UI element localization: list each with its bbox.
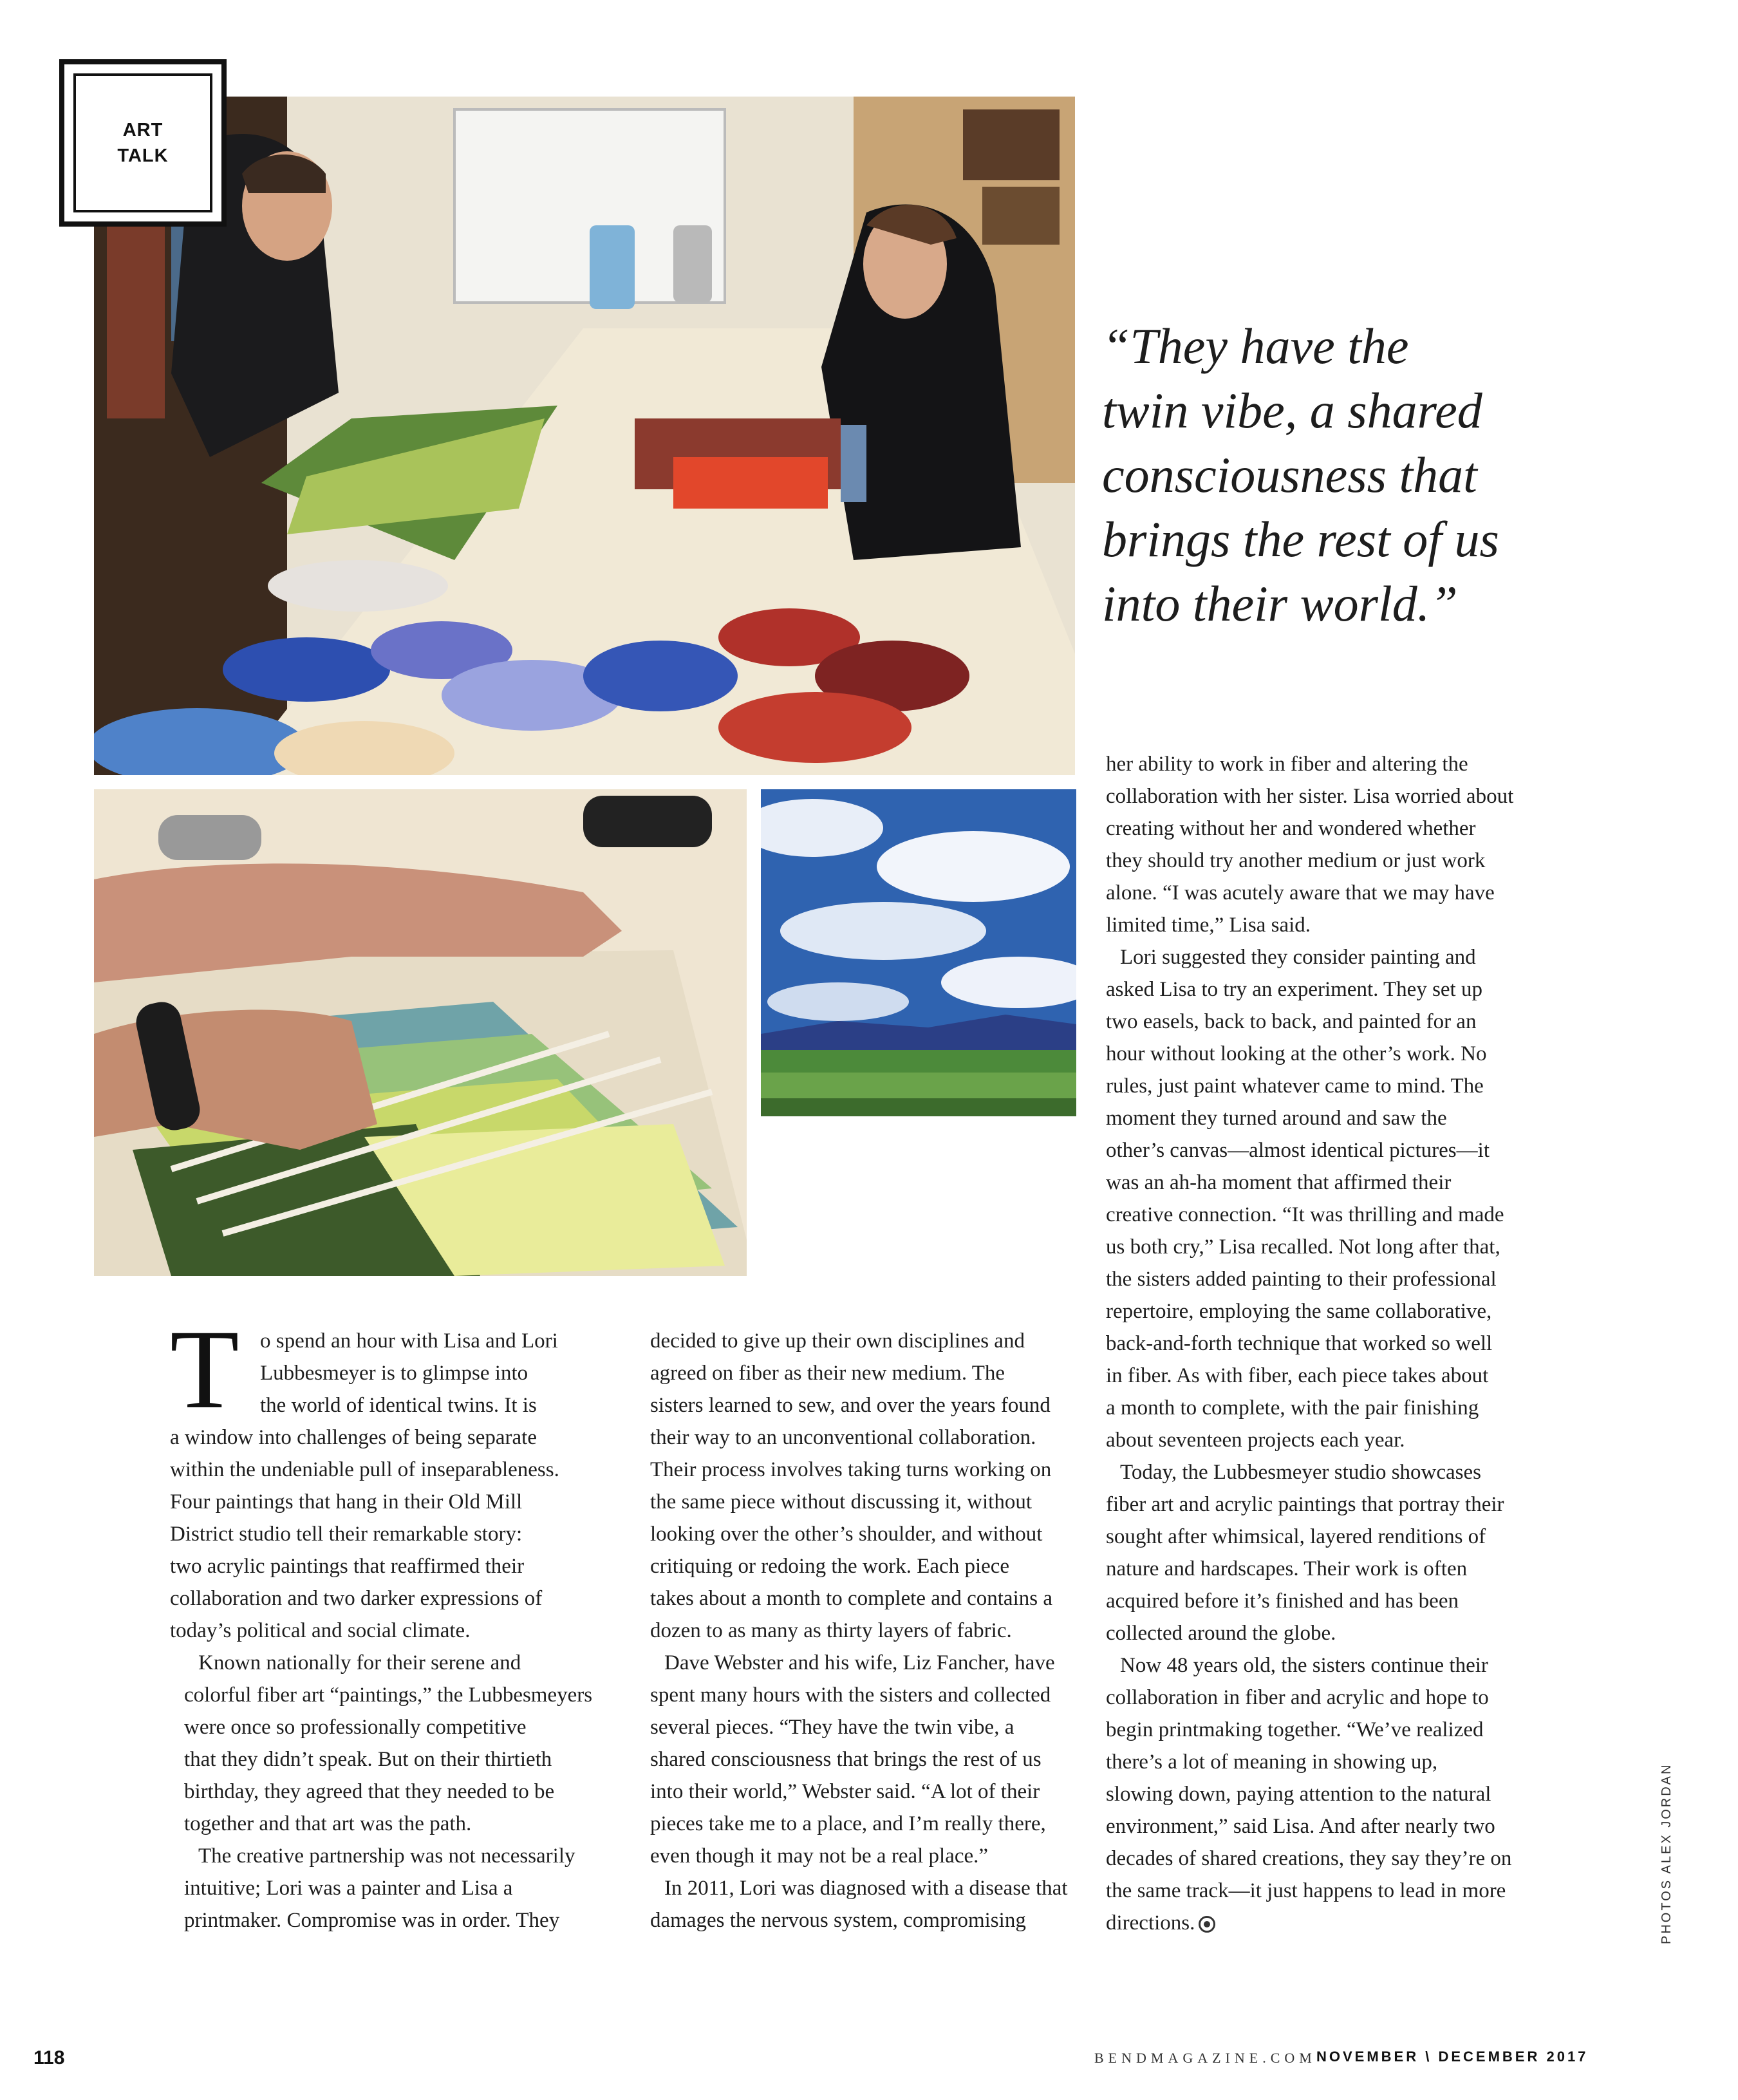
article-line: acquired before it’s finished and has been <box>1106 1589 1459 1613</box>
article-paragraph <box>1106 941 1569 1456</box>
article-column-2 <box>650 1325 1101 1936</box>
article-paragraph <box>170 1840 633 1936</box>
article-line: the world of identical twins. It is <box>260 1394 537 1417</box>
article-line: collaboration and two darker expressions of <box>170 1587 543 1610</box>
article-line: Lori suggested they consider painting and <box>1120 946 1476 969</box>
article-line: birthday, they agreed that they needed to be <box>184 1780 555 1803</box>
sky-painting-photo-art <box>761 789 1076 1116</box>
article-line: within the undeniable pull of inseparableness. <box>170 1458 559 1481</box>
article-line: In 2011, Lori was diagnosed with a disease that <box>664 1877 1068 1900</box>
article-paragraph <box>1106 1456 1569 1649</box>
article-line: colorful fiber art “paintings,” the Lubbesmeyers <box>184 1683 593 1707</box>
article-line: alone. “I was acutely aware that we may have <box>1106 881 1495 905</box>
article-line: Their process involves taking turns working on <box>650 1458 1052 1481</box>
article-line: decided to give up their own disciplines and <box>650 1329 1025 1353</box>
fiber-closeup-photo <box>94 789 747 1276</box>
article-line: limited time,” Lisa said. <box>1106 914 1311 937</box>
article-line: dozen to as many as thirty layers of fabric. <box>650 1619 1012 1642</box>
article-column-1 <box>170 1325 633 1936</box>
article-line: Lubbesmeyer is to glimpse into <box>260 1362 528 1385</box>
drop-cap: T <box>170 1307 239 1432</box>
section-badge-inner-frame <box>73 73 212 212</box>
article-paragraph <box>650 1872 1101 1936</box>
pull-quote-line: brings the rest of us <box>1102 511 1499 567</box>
article-line: o spend an hour with Lisa and Lori <box>260 1329 558 1353</box>
article-line: a month to complete, with the pair finishing <box>1106 1396 1479 1420</box>
sky-painting-photo <box>761 789 1076 1116</box>
article-line: Four paintings that hang in their Old Mill <box>170 1490 523 1514</box>
photo-credit: PHOTOS ALEX JORDAN <box>1659 1763 1674 1944</box>
section-badge <box>59 59 227 227</box>
article-line: even though it may not be a real place.” <box>650 1844 989 1868</box>
page-number: 118 <box>33 2047 65 2068</box>
article-paragraph <box>650 1647 1101 1872</box>
article-line: decades of shared creations, they say they’re on <box>1106 1847 1512 1870</box>
article-line: agreed on fiber as their new medium. The <box>650 1362 1005 1385</box>
article-line: creating without her and wondered whether <box>1106 817 1476 840</box>
article-line: collaboration in fiber and acrylic and hope to <box>1106 1686 1489 1709</box>
article-line: back-and-forth technique that worked so well <box>1106 1332 1493 1355</box>
article-line: Today, the Lubbesmeyer studio showcases <box>1120 1461 1481 1484</box>
article-paragraph <box>170 1325 633 1647</box>
article-line: into their world,” Webster said. “A lot of their <box>650 1780 1040 1803</box>
pull-quote-line: “They have the <box>1102 318 1409 374</box>
article-line: District studio tell their remarkable story: <box>170 1523 523 1546</box>
article-line: fiber art and acrylic paintings that portray their <box>1106 1493 1504 1516</box>
article-paragraph <box>1106 1649 1569 1939</box>
footer-site: BENDMAGAZINE.COM <box>1094 2050 1316 2066</box>
article-line: asked Lisa to try an experiment. They set up <box>1106 978 1482 1001</box>
article-column-3 <box>1106 748 1569 1939</box>
article-line: today’s political and social climate. <box>170 1619 471 1642</box>
article-line: together and that art was the path. <box>184 1812 472 1835</box>
article-line: sisters learned to sew, and over the years found <box>650 1394 1051 1417</box>
article-line: were once so professionally competitive <box>184 1716 527 1739</box>
article-line: moment they turned around and saw the <box>1106 1107 1447 1130</box>
article-line: two easels, back to back, and painted for an <box>1106 1010 1477 1033</box>
article-line: the sisters added painting to their professional <box>1106 1268 1497 1291</box>
studio-table-photo-art <box>94 97 1075 775</box>
article-line: her ability to work in fiber and altering the <box>1106 753 1468 776</box>
article-line: The creative partnership was not necessarily <box>198 1844 575 1868</box>
footer-issue: NOVEMBER \ DECEMBER 2017 <box>1316 2048 1589 2065</box>
article-line: Known nationally for their serene and <box>198 1651 521 1674</box>
article-line: several pieces. “They have the twin vibe, a <box>650 1716 1014 1739</box>
article-line: us both cry,” Lisa recalled. Not long after that, <box>1106 1235 1500 1259</box>
article-paragraph <box>1106 748 1569 941</box>
article-line: creative connection. “It was thrilling and made <box>1106 1203 1504 1226</box>
article-line: two acrylic paintings that reaffirmed their <box>170 1555 525 1578</box>
article-line: there’s a lot of meaning in showing up, <box>1106 1750 1438 1774</box>
article-line: about seventeen projects each year. <box>1106 1429 1405 1452</box>
article-line: in fiber. As with fiber, each piece takes about <box>1106 1364 1489 1387</box>
section-badge-line1: ART <box>122 120 164 140</box>
article-line: other’s canvas—almost identical pictures—it <box>1106 1139 1490 1162</box>
article-line: takes about a month to complete and contains a <box>650 1587 1052 1610</box>
article-line-last <box>1106 1907 1569 1939</box>
article-line: begin printmaking together. “We’ve realized <box>1106 1718 1484 1741</box>
article-line: repertoire, employing the same collaborative, <box>1106 1300 1492 1323</box>
pull-quote-line: consciousness that <box>1102 447 1477 503</box>
article-line: looking over the other’s shoulder, and without <box>650 1523 1043 1546</box>
pull-quote <box>1102 314 1501 636</box>
end-of-article-icon <box>1199 1916 1215 1933</box>
article-line: collected around the globe. <box>1106 1622 1336 1645</box>
article-line: pieces take me to a place, and I’m really there, <box>650 1812 1046 1835</box>
studio-table-photo <box>94 97 1075 775</box>
article-line: intuitive; Lori was a painter and Lisa a <box>184 1877 513 1900</box>
article-line: directions. <box>1106 1911 1195 1935</box>
article-line: the same track—it just happens to lead in more <box>1106 1879 1506 1902</box>
article-paragraph <box>170 1647 633 1840</box>
article-line: collaboration with her sister. Lisa worried about <box>1106 785 1514 808</box>
article-line: critiquing or redoing the work. Each piece <box>650 1555 1010 1578</box>
pull-quote-line: twin vibe, a shared <box>1102 382 1482 438</box>
article-line: Now 48 years old, the sisters continue their <box>1120 1654 1488 1677</box>
article-line: Dave Webster and his wife, Liz Fancher, have <box>664 1651 1055 1674</box>
article-line: hour without looking at the other’s work. No <box>1106 1042 1487 1065</box>
fiber-closeup-photo-art <box>94 789 747 1276</box>
article-line: environment,” said Lisa. And after nearly two <box>1106 1815 1495 1838</box>
article-line: was an ah-ha moment that affirmed their <box>1106 1171 1452 1194</box>
article-line: shared consciousness that brings the rest of us <box>650 1748 1042 1771</box>
article-line: that they didn’t speak. But on their thirtieth <box>184 1748 552 1771</box>
article-line: slowing down, paying attention to the natural <box>1106 1783 1491 1806</box>
article-line: damages the nervous system, compromising <box>650 1909 1026 1932</box>
article-line: rules, just paint whatever came to mind. The <box>1106 1074 1484 1098</box>
article-line: spent many hours with the sisters and collected <box>650 1683 1051 1707</box>
article-line: they should try another medium or just work <box>1106 849 1486 872</box>
article-line: the same piece without discussing it, without <box>650 1490 1033 1514</box>
article-line: nature and hardscapes. Their work is often <box>1106 1557 1468 1580</box>
article-paragraph <box>650 1325 1101 1647</box>
section-badge-line2: TALK <box>117 145 169 166</box>
article-line: their way to an unconventional collaboration. <box>650 1426 1036 1449</box>
article-line: a window into challenges of being separate <box>170 1426 537 1449</box>
article-line: sought after whimsical, layered renditions of <box>1106 1525 1486 1548</box>
article-line: printmaker. Compromise was in order. They <box>184 1909 560 1932</box>
pull-quote-line: into their world.” <box>1102 576 1458 632</box>
